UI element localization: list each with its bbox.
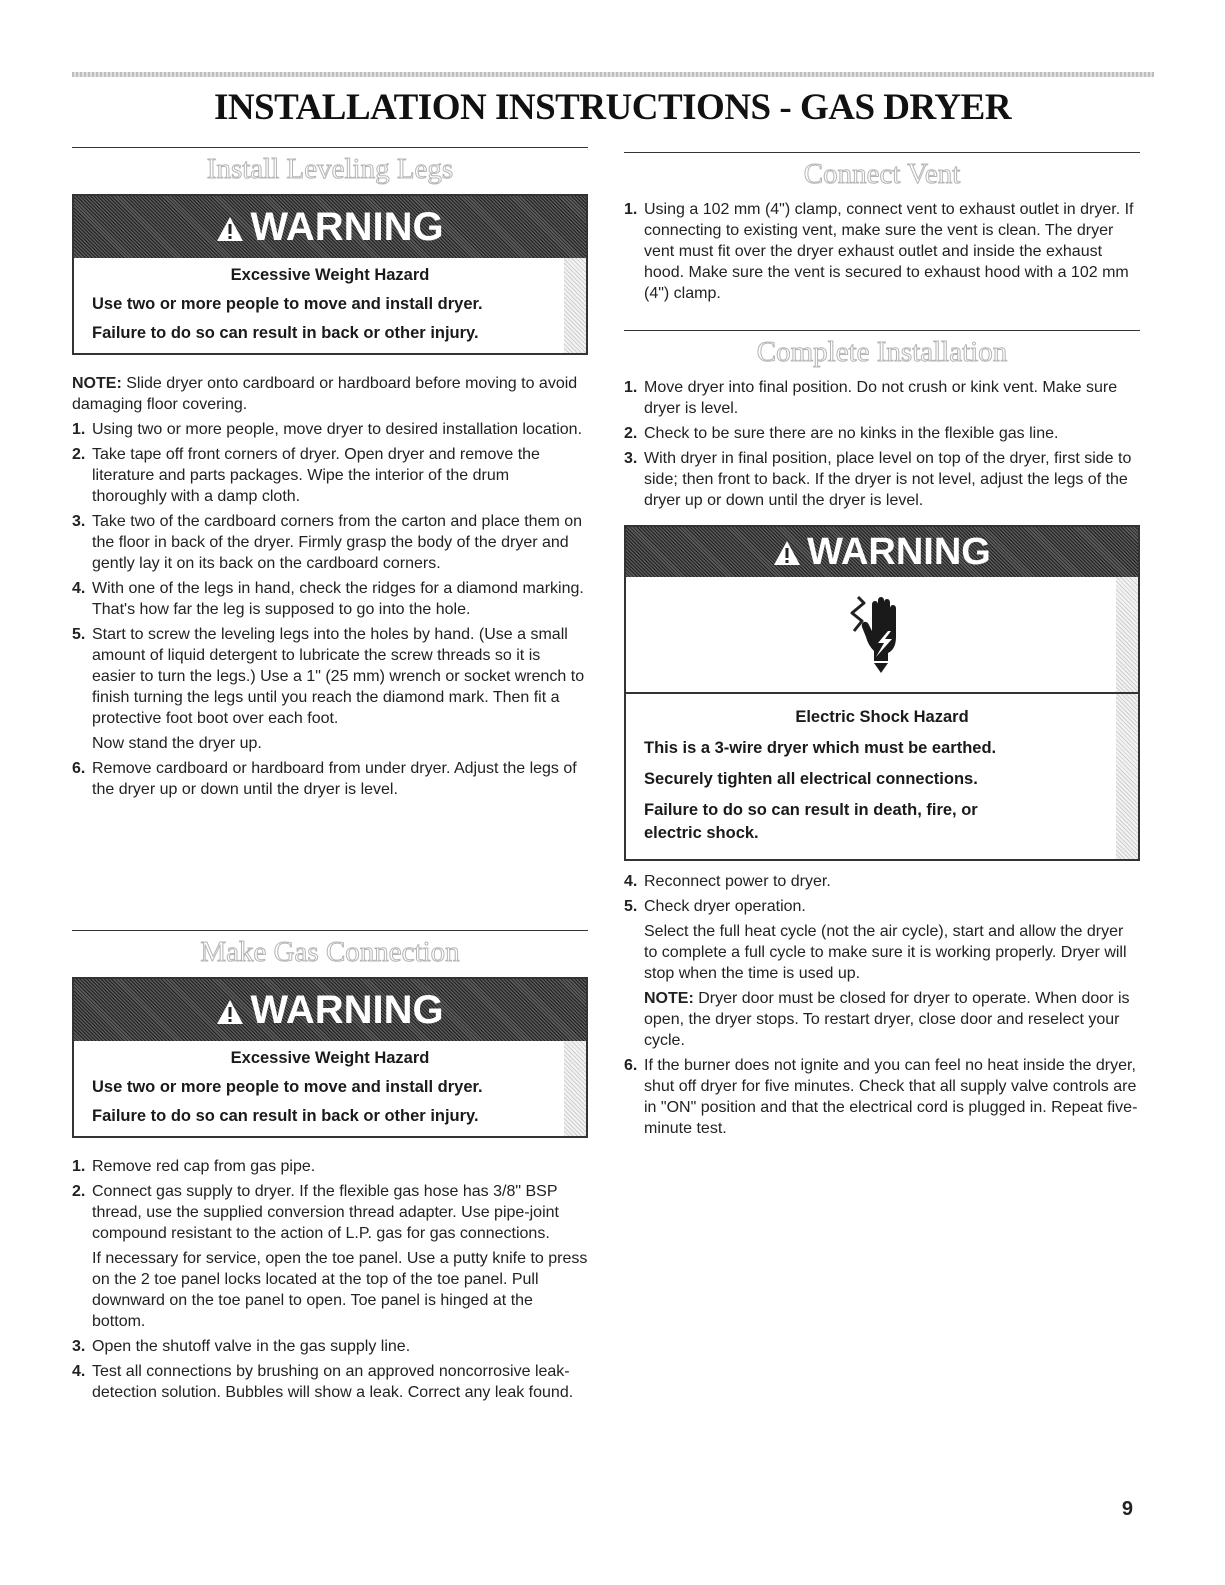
warning-line: Use two or more people to move and install dryer. bbox=[92, 1078, 483, 1096]
step-number: 1. bbox=[624, 201, 638, 218]
warning-line: This is a 3-wire dryer which must be earthed. bbox=[644, 739, 997, 757]
list-item bbox=[624, 199, 1140, 304]
step-text: Open the shutoff valve in the gas supply line. bbox=[92, 1338, 411, 1355]
warning-box bbox=[72, 194, 588, 355]
step-list bbox=[72, 1156, 588, 1403]
step-number: 5. bbox=[72, 626, 86, 643]
section-heading: Complete Installation bbox=[756, 336, 1008, 368]
step-note bbox=[644, 988, 1140, 1051]
step-extra: Now stand the dryer up. bbox=[92, 735, 262, 752]
warning-label: WARNING bbox=[250, 988, 444, 1032]
list-item bbox=[72, 1361, 588, 1403]
section-rule bbox=[624, 152, 1140, 153]
step-text: If the burner does not ignite and you can feel no heat inside the dryer, shut off dryer for five minutes. Check that all supply valve controls are in "ON" position and that the electrical cord is plugged in. Repeat five-minute test. bbox=[644, 1057, 1138, 1137]
step-list bbox=[624, 199, 1140, 304]
warning-triangle-icon bbox=[216, 198, 244, 260]
step-number: 3. bbox=[72, 513, 86, 530]
warning-label: WARNING bbox=[807, 531, 991, 573]
step-text: Connect gas supply to dryer. If the flexible gas hose has 3/8" BSP thread, use the supplied conversion thread adapter. Use pipe-joint compound resistant to the action of L.P. gas for gas connections. bbox=[92, 1183, 559, 1242]
step-number: 4. bbox=[72, 1363, 86, 1380]
step-text: Check dryer operation. bbox=[644, 898, 806, 915]
step-number: 6. bbox=[624, 1057, 638, 1074]
warning-hazard: Excessive Weight Hazard bbox=[230, 266, 430, 284]
warning-body bbox=[74, 1041, 586, 1136]
step-number: 3. bbox=[624, 450, 638, 467]
step-number: 6. bbox=[72, 760, 86, 777]
list-item bbox=[624, 377, 1140, 419]
step-list bbox=[72, 419, 588, 800]
section-complete-installation bbox=[624, 330, 1140, 1143]
warning-line: Failure to do so can result in back or other injury. bbox=[92, 324, 479, 342]
warning-header bbox=[626, 527, 1138, 577]
list-item bbox=[72, 419, 588, 440]
list-item bbox=[624, 1055, 1140, 1139]
step-text: Move dryer into final position. Do not crush or kink vent. Make sure dryer is level. bbox=[644, 379, 1118, 417]
section-heading: Make Gas Connection bbox=[200, 936, 460, 968]
step-text: Check to be sure there are no kinks in the flexible gas line. bbox=[644, 425, 1059, 442]
section-heading: Install Leveling Legs bbox=[206, 153, 454, 185]
step-text: With one of the legs in hand, check the ridges for a diamond marking. That's how far the leg is supposed to go into the hole. bbox=[92, 580, 584, 618]
step-number: 2. bbox=[624, 425, 638, 442]
step-number: 2. bbox=[72, 1183, 86, 1200]
warning-triangle-icon bbox=[773, 529, 801, 579]
step-number: 1. bbox=[624, 379, 638, 396]
note-label: NOTE: bbox=[644, 990, 694, 1007]
list-item bbox=[72, 758, 588, 800]
list-item bbox=[72, 444, 588, 507]
list-item bbox=[72, 1336, 588, 1357]
note-text: Dryer door must be closed for dryer to operate. When door is open, the dryer stops. To restart dryer, close door and reselect your cycle. bbox=[644, 990, 1130, 1049]
section-rule bbox=[72, 930, 588, 931]
step-list bbox=[624, 377, 1140, 511]
section-heading: Connect Vent bbox=[803, 158, 961, 190]
list-item bbox=[624, 448, 1140, 511]
page-title: INSTALLATION INSTRUCTIONS - GAS DRYER bbox=[213, 87, 1012, 128]
step-extra: If necessary for service, open the toe panel. Use a putty knife to press on the 2 toe panel locks located at the top of the toe panel. Pull downward on the toe panel to open. Toe panel is hinged at the bottom. bbox=[92, 1250, 588, 1330]
warning-body bbox=[626, 694, 1138, 859]
section-rule bbox=[72, 147, 588, 148]
page-number: 9 bbox=[1121, 1498, 1133, 1520]
list-item bbox=[72, 1156, 588, 1177]
section-leveling-legs bbox=[72, 147, 588, 804]
warning-body bbox=[74, 258, 586, 353]
warning-line: Failure to do so can result in death, fire, or electric shock. bbox=[644, 801, 978, 842]
step-text: Remove red cap from gas pipe. bbox=[92, 1158, 316, 1175]
shock-hazard-area bbox=[626, 577, 1138, 694]
step-number: 5. bbox=[624, 898, 638, 915]
step-text: Using a 102 mm (4") clamp, connect vent to exhaust outlet in dryer. If connecting to existing vent, make sure the vent is clean. The dryer vent must fit over the dryer exhaust outlet and inside the exhaust hood. Make sure the vent is secured to exhaust hood with a 102 mm (4") clamp. bbox=[644, 201, 1134, 302]
warning-line: Use two or more people to move and install dryer. bbox=[92, 295, 483, 313]
step-text: Remove cardboard or hardboard from under dryer. Adjust the legs of the dryer up or down until the dryer is level. bbox=[92, 760, 577, 798]
warning-hazard: Electric Shock Hazard bbox=[795, 708, 969, 726]
list-item bbox=[624, 871, 1140, 892]
step-number: 2. bbox=[72, 446, 86, 463]
step-text: With dryer in final position, place level on top of the dryer, first side to side; then front to back. If the dryer is not level, adjust the legs of the dryer up or down until the dryer is level. bbox=[644, 450, 1132, 509]
step-text: Take two of the cardboard corners from the carton and place them on the floor in back of the dryer. Firmly grasp the body of the dryer and gently lay it on its back on the cardboard corners. bbox=[92, 513, 583, 572]
warning-box bbox=[72, 977, 588, 1138]
step-number: 3. bbox=[72, 1338, 86, 1355]
note-label: NOTE: bbox=[72, 375, 122, 392]
electric-shock-hand-icon bbox=[844, 591, 914, 682]
warning-header bbox=[74, 979, 586, 1041]
step-text: Take tape off front corners of dryer. Open dryer and remove the literature and parts packages. Wipe the interior of the drum thoroughly with a damp cloth. bbox=[92, 446, 540, 505]
list-item bbox=[624, 423, 1140, 444]
step-list bbox=[624, 871, 1140, 1139]
list-item bbox=[72, 511, 588, 574]
list-item bbox=[624, 896, 1140, 1051]
warning-line: Securely tighten all electrical connections. bbox=[644, 770, 978, 788]
step-text: Using two or more people, move dryer to desired installation location. bbox=[92, 421, 583, 438]
warning-triangle-icon bbox=[216, 981, 244, 1043]
list-item bbox=[72, 578, 588, 620]
section-connect-vent bbox=[624, 152, 1140, 308]
warning-line: Failure to do so can result in back or other injury. bbox=[92, 1107, 479, 1125]
warning-box bbox=[624, 525, 1140, 861]
step-text: Test all connections by brushing on an approved noncorrosive leak-detection solution. Bubbles will show a leak. Correct any leak found. bbox=[92, 1363, 574, 1401]
warning-hazard: Excessive Weight Hazard bbox=[230, 1049, 430, 1067]
list-item bbox=[72, 1181, 588, 1332]
step-number: 4. bbox=[72, 580, 86, 597]
step-number: 4. bbox=[624, 873, 638, 890]
warning-header bbox=[74, 196, 586, 258]
section-gas-connection bbox=[72, 930, 588, 1407]
step-number: 1. bbox=[72, 1158, 86, 1175]
step-number: 1. bbox=[72, 421, 86, 438]
note bbox=[72, 373, 588, 415]
note-text: Slide dryer onto cardboard or hardboard before moving to avoid damaging floor covering. bbox=[72, 375, 578, 413]
list-item bbox=[72, 624, 588, 754]
warning-label: WARNING bbox=[250, 205, 444, 249]
step-text: Reconnect power to dryer. bbox=[644, 873, 831, 890]
section-rule bbox=[624, 330, 1140, 331]
step-text: Start to screw the leveling legs into the holes by hand. (Use a small amount of liquid detergent to lubricate the screw threads so it is easier to turn the legs.) Use a 1" (25 mm) wrench or socket wrench to finish turning the legs until you reach the diamond mark. Then fit a protective foot boot over each foot. bbox=[92, 626, 585, 727]
step-extra: Select the full heat cycle (not the air cycle), start and allow the dryer to complete a full cycle to make sure it is working properly. Dryer will stop when the time is used up. bbox=[644, 923, 1127, 982]
top-rule bbox=[72, 72, 1154, 77]
